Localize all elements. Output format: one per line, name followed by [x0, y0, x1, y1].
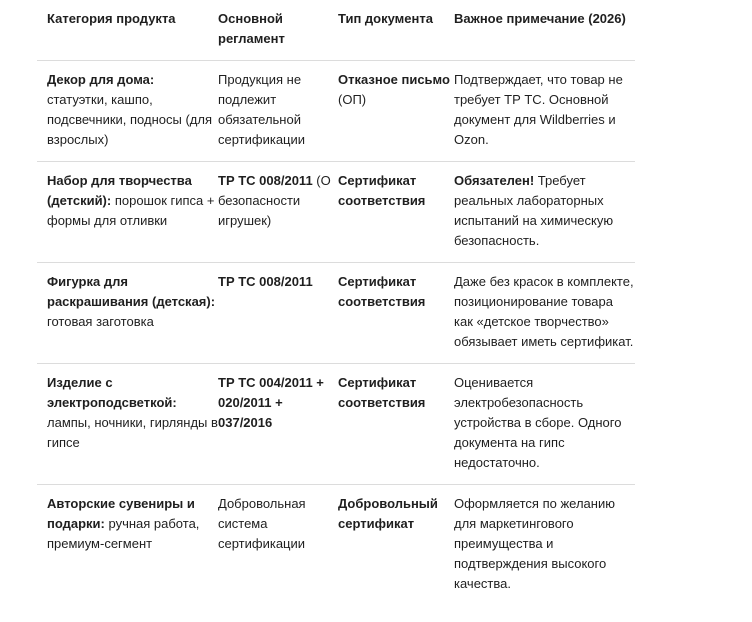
- table-row: [37, 485, 635, 606]
- cell-regulation-bold: ТР ТС 008/2011: [218, 274, 313, 289]
- header-regulation: Основной регламент: [218, 0, 338, 61]
- table-row: [37, 364, 635, 485]
- cell-document-type-bold: Сертификат соответствия: [338, 173, 426, 208]
- table-row: [37, 263, 635, 364]
- cell-regulation-bold: ТР ТС 004/2011 + 020/2011 + 037/2016: [218, 375, 324, 430]
- cell-note-text: Требует реальных лабораторных испытаний на химическую безопасность.: [454, 173, 614, 248]
- cell-document-type: [338, 61, 454, 162]
- certification-table: [37, 0, 635, 605]
- cell-document-type: [338, 485, 454, 606]
- cell-category-bold: Авторские сувениры и подарки:: [47, 496, 195, 531]
- cell-document-type-bold: Сертификат соответствия: [338, 375, 426, 410]
- cell-document-type: [338, 364, 454, 485]
- cell-category: [37, 162, 218, 263]
- cell-category: [37, 485, 218, 606]
- cell-category-text: готовая заготовка: [47, 314, 154, 329]
- cell-note: [454, 263, 635, 364]
- table-header-row: [37, 0, 635, 61]
- cell-document-type-bold: Сертификат соответствия: [338, 274, 426, 309]
- cell-regulation: [218, 364, 338, 485]
- cell-document-type: [338, 263, 454, 364]
- cell-regulation-text: Добровольная система сертификации: [218, 496, 306, 551]
- cell-document-type-bold: Отказное письмо: [338, 72, 450, 87]
- cell-category-bold: Фигурка для раскрашивания (детская):: [47, 274, 216, 309]
- header-note: Важное примечание (2026): [454, 0, 635, 61]
- cell-note: [454, 61, 635, 162]
- cell-regulation-text: (О безопасности игрушек): [218, 173, 331, 228]
- table-row: [37, 162, 635, 263]
- cell-regulation-text: Продукция не подлежит обязательной сертификации: [218, 72, 306, 147]
- cell-regulation: [218, 162, 338, 263]
- cell-category-bold: Набор для творчества (детский):: [47, 173, 192, 208]
- cell-category-text: ручная работа, премиум-сегмент: [47, 516, 200, 551]
- cell-note: [454, 162, 635, 263]
- cell-category: [37, 263, 218, 364]
- cell-note-text: Подтверждает, что товар не требует ТР ТС. Основной документ для Wildberries и Ozon.: [454, 72, 623, 147]
- cell-note-text: Даже без красок в комплекте, позиционирование товара как «детское творчество» обязывает иметь сертификат.: [454, 274, 634, 349]
- cell-regulation: [218, 61, 338, 162]
- cell-category: [37, 61, 218, 162]
- cell-regulation: [218, 263, 338, 364]
- cell-regulation-bold: ТР ТС 008/2011: [218, 173, 313, 188]
- header-category: Категория продукта: [37, 0, 218, 61]
- cell-category-text: лампы, ночники, гирлянды в гипсе: [47, 415, 218, 450]
- cell-category-text: порошок гипса + формы для отливки: [47, 193, 215, 228]
- cell-category: [37, 364, 218, 485]
- cell-note-text: Оформляется по желанию для маркетингового преимущества и подтверждения высокого качества.: [454, 496, 615, 591]
- cell-category-text: статуэтки, кашпо, подсвечники, подносы (для взрослых): [47, 92, 212, 147]
- cell-regulation: [218, 485, 338, 606]
- header-document-type: Тип документа: [338, 0, 454, 61]
- cell-category-bold: Декор для дома:: [47, 72, 155, 87]
- cell-category-bold: Изделие с электроподсветкой:: [47, 375, 177, 410]
- cell-note: [454, 485, 635, 606]
- cell-note: [454, 364, 635, 485]
- cell-note-text: Оценивается электробезопасность устройства в сборе. Одного документа на гипс недостаточно.: [454, 375, 622, 470]
- table-row: [37, 61, 635, 162]
- cell-document-type-bold: Добровольный сертификат: [338, 496, 438, 531]
- cell-note-bold: Обязателен!: [454, 173, 535, 188]
- cell-document-type-text: (ОП): [338, 92, 367, 107]
- cell-document-type: [338, 162, 454, 263]
